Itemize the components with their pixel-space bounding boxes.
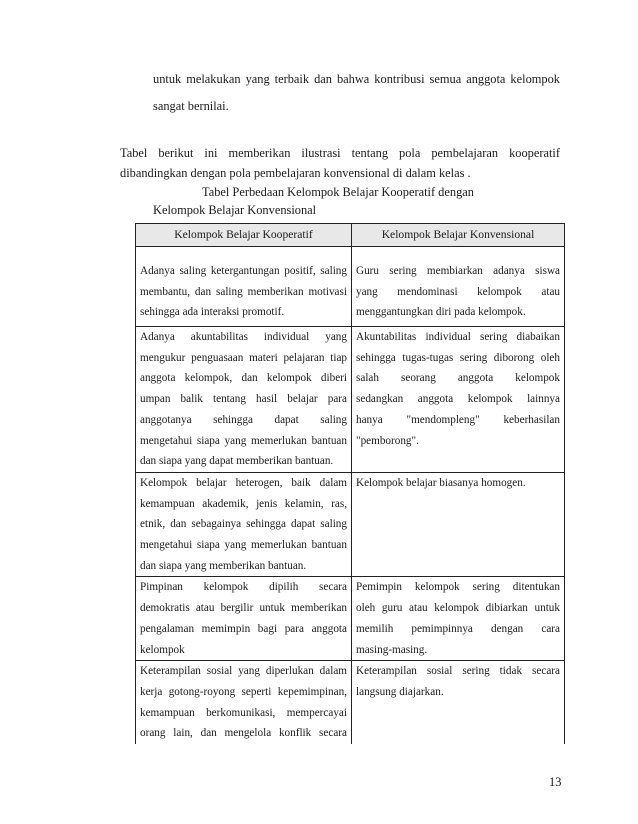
- table-row: [136, 327, 565, 473]
- cell-line: Kelompok belajar heterogen, baik dalam: [140, 476, 347, 489]
- cell-line: anggotanya sehingga dapat saling: [140, 413, 347, 426]
- table-header-row: [136, 224, 565, 247]
- cell-line: umpan balik tentang hasil belajar para: [140, 393, 347, 406]
- cell-line: dan siapa yang memberikan bantuan.: [140, 559, 307, 572]
- cell-line: dan siapa yang dapat memberikan bantuan.: [140, 455, 334, 468]
- cell-konvensional: [352, 327, 565, 473]
- cell-line: etnik, dan sebagainya sehingga dapat saling: [140, 518, 347, 531]
- cell-line: Adanya saling ketergantungan positif, saling: [140, 265, 347, 277]
- cell-line: pengalaman memimpin bagi para anggota: [140, 622, 347, 635]
- cell-line: Pimpinan kelompok dipilih secara: [140, 581, 347, 594]
- intro-line-1: untuk melakukan yang terbaik dan bahwa kontribusi semua anggota kelompok: [153, 72, 560, 86]
- cell-line: sehingga ada interaksi promotif.: [140, 306, 285, 319]
- cell-kooperatif: [136, 327, 352, 473]
- cell-line: orang lain, dan mengelola konflik secara: [140, 727, 347, 740]
- table-row: [136, 472, 565, 577]
- page-number: 13: [549, 775, 562, 789]
- cell-line: Adanya akuntabilitas individual yang: [140, 331, 347, 343]
- comparison-table: [135, 223, 565, 744]
- cell-line: sehingga tugas-tugas sering diborong oleh: [356, 351, 560, 364]
- cell-line: langsung diajarkan.: [356, 685, 444, 698]
- cell-line: menggantungkan diri pada kelompok.: [356, 306, 526, 319]
- cell-line: sedangkan anggota kelompok lainnya: [356, 393, 560, 406]
- cell-kooperatif: [136, 577, 352, 661]
- table-intro-line-1: Tabel berikut ini memberikan ilustrasi tentang pola pembelajaran kooperatif: [120, 146, 560, 160]
- cell-line: Keterampilan sosial sering tidak secara: [356, 665, 560, 678]
- cell-konvensional: [352, 247, 565, 327]
- cell-line: kelompok: [140, 643, 185, 656]
- table-caption-line-2: Kelompok Belajar Konvensional: [153, 203, 317, 217]
- table-row: [136, 577, 565, 661]
- cell-line: masing-masing.: [356, 643, 428, 656]
- cell-line: kemampuan berkomunikasi, mempercayai: [140, 706, 347, 719]
- cell-line: Akuntabilitas individual sering diabaikan: [356, 331, 560, 343]
- intro-paragraph: [153, 66, 560, 120]
- cell-line: demokratis atau bergilir untuk memberikan: [140, 602, 347, 615]
- cell-line: yang mendominasi kelompok atau: [356, 285, 560, 298]
- cell-konvensional: [352, 577, 565, 661]
- cell-kooperatif: [136, 247, 352, 327]
- cell-line: oleh guru atau kelompok dibiarkan untuk: [356, 602, 560, 615]
- cell-line: kemampuan akademik, jenis kelamin, ras,: [140, 497, 347, 510]
- cell-line: Kelompok belajar biasanya homogen.: [356, 476, 526, 489]
- table-row: [136, 661, 565, 744]
- cell-line: mengukur penguasaan materi pelajaran tiap: [140, 351, 347, 364]
- table-caption-line-1: Tabel Perbedaan Kelompok Belajar Kooperatif dengan: [202, 185, 474, 199]
- cell-line: mengetahui siapa yang memerlukan bantuan: [140, 539, 347, 552]
- cell-line: Guru sering membiarkan adanya siswa: [356, 265, 560, 277]
- header-konvensional: Kelompok Belajar Konvensional: [352, 224, 565, 247]
- cell-line: Pemimpin kelompok sering ditentukan: [356, 581, 560, 594]
- cell-line: mengetahui siapa yang memerlukan bantuan: [140, 434, 347, 447]
- cell-line: anggota kelompok, dan kelompok diberi: [140, 372, 347, 385]
- cell-line: memilih pemimpinnya dengan cara: [356, 622, 560, 635]
- cell-line: kerja gotong-royong seperti kepemimpinan,: [140, 685, 347, 698]
- cell-kooperatif: [136, 472, 352, 577]
- cell-line: hanya "mendompleng" keberhasilan: [356, 413, 560, 426]
- cell-line: Keterampilan sosial yang diperlukan dalam: [140, 665, 347, 678]
- intro-line-2: sangat bernilai.: [153, 99, 229, 113]
- header-kooperatif: Kelompok Belajar Kooperatif: [136, 224, 352, 247]
- cell-konvensional: [352, 472, 565, 577]
- cell-kooperatif: [136, 661, 352, 744]
- cell-line: membantu, dan saling memberikan motivasi: [140, 285, 347, 298]
- cell-line: salah seorang anggota kelompok: [356, 372, 560, 385]
- table-intro-line-2: dibandingkan dengan pola pembelajaran konvensional di dalam kelas .: [120, 166, 471, 180]
- table-row: [136, 247, 565, 327]
- cell-line: "pemborong".: [356, 434, 419, 447]
- table-intro-paragraph: [120, 143, 560, 183]
- cell-konvensional: [352, 661, 565, 744]
